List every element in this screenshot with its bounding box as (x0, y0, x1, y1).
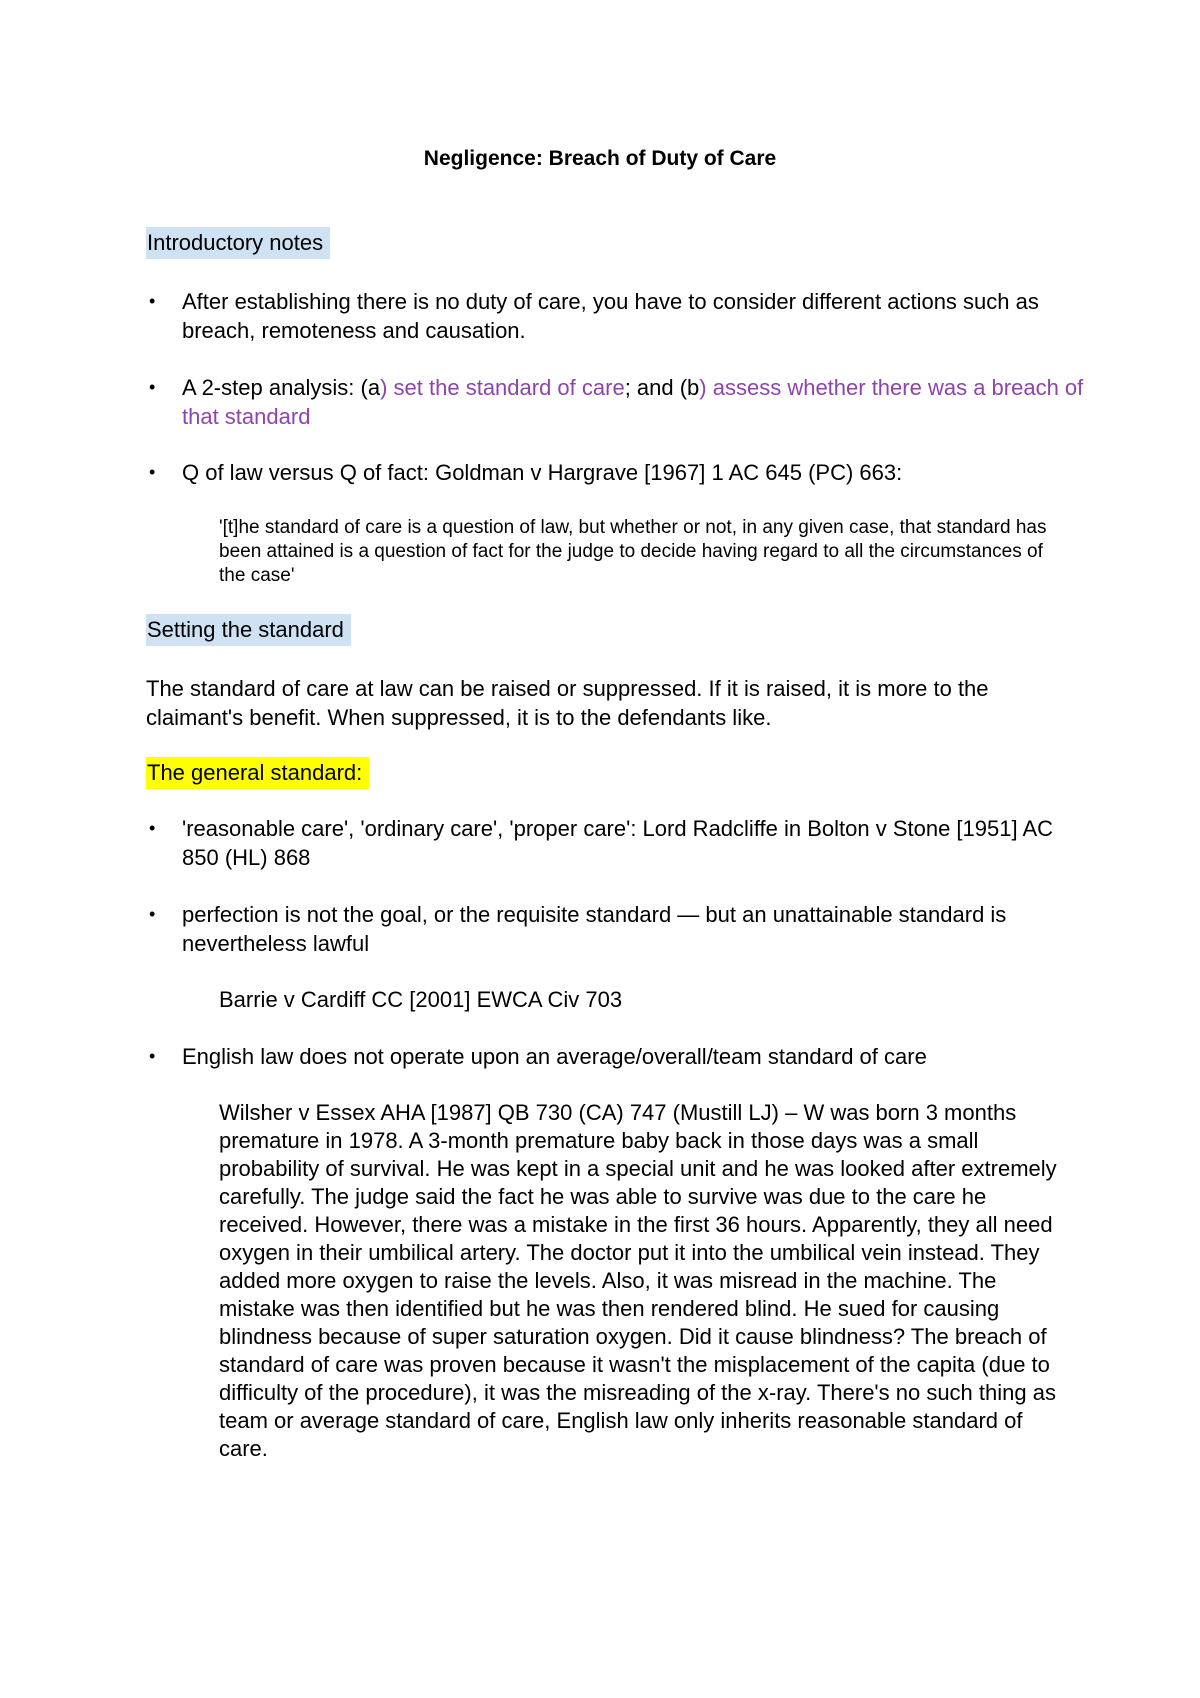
bullet-item-reasonable-care (146, 814, 1086, 872)
bullet-text: 'reasonable care', 'ordinary care', 'proper care': Lord Radcliffe in Bolton v Stone [1951] AC 850 (HL) 868 (182, 816, 1054, 870)
block-quote-goldman: '[t]he standard of care is a question of law, but whether or not, in any given case, that standard has been attained is a question of fact for the judge to decide having regard to all the circumstances of the case' (219, 517, 1047, 586)
bullet-text: English law does not operate upon an average/overall/team standard of care (182, 1044, 927, 1069)
document-title: Negligence: Breach of Duty of Care (423, 147, 777, 170)
paragraph-setting-standard: The standard of care at law can be raised or suppressed. If it is raised, it is more to the claimant's benefit. When suppressed, it is to the defendants like. (146, 676, 989, 730)
highlighted-phrase-assess-breach: ) assess whether there was a breach of that standard (182, 375, 1084, 429)
bullet-item-two-step-analysis (146, 373, 1086, 431)
case-summary-wilsher: Wilsher v Essex AHA [1987] QB 730 (CA) 747 (Mustill LJ) – W was born 3 months premature in 1978. A 3-month premature baby back in those days was a small probability of survival. He was kept in a special unit and he was looked after extremely carefully. The judge said the fact he was able to survive was due to the care he received. However, there was a mistake in the first 36 hours. Apparently, they all need oxygen in their umbilical artery. The doctor put it into the umbilical vein instead. They added more oxygen to raise the levels. Also, it was misread in the machine. The mistake was then identified but he was then rendered blind. He sued for causing blindness because of super saturation oxygen. Did it cause blindness? The breach of standard of care was proven because it wasn't the misplacement of the capita (due to difficulty of the procedure), it was the misreading of the x-ray. There's no such thing as team or average standard of care, English law only inherits reasonable standard of care. (219, 1100, 1057, 1461)
highlighted-phrase-set-standard: ) set the standard of care (380, 375, 625, 400)
bullet-item-english-law (146, 1042, 1086, 1071)
bullet-text: perfection is not the goal, or the requisite standard — but an unattainable standard is nevertheless lawful (182, 902, 1007, 956)
bullet-icon: • (149, 291, 156, 311)
bullet-icon: • (149, 818, 156, 838)
bullet-item-after-establishing (146, 287, 1086, 345)
bullet-text: Q of law versus Q of fact: Goldman v Hargrave [1967] 1 AC 645 (PC) 663: (182, 460, 903, 485)
bullet-icon: • (149, 1046, 156, 1066)
bullet-text (182, 373, 1086, 431)
bullet-icon: • (149, 377, 156, 397)
bullet-icon: • (149, 904, 156, 924)
bullet-item-q-of-law (146, 458, 1086, 487)
bullet-text: After establishing there is no duty of care, you have to consider different actions such as breach, remoteness and causation. (182, 289, 1039, 343)
bullet-item-perfection (146, 900, 1086, 958)
section-heading-introductory-notes: Introductory notes (146, 227, 330, 259)
bullet-icon: • (149, 462, 156, 482)
section-heading-setting-the-standard: Setting the standard (146, 614, 351, 646)
section-heading-general-standard: The general standard: (146, 757, 369, 789)
bullet-text-part: A 2-step analysis: (a (182, 375, 381, 400)
bullet-text-part: ; and (b (624, 375, 700, 400)
case-citation-barrie: Barrie v Cardiff CC [2001] EWCA Civ 703 (219, 987, 623, 1012)
